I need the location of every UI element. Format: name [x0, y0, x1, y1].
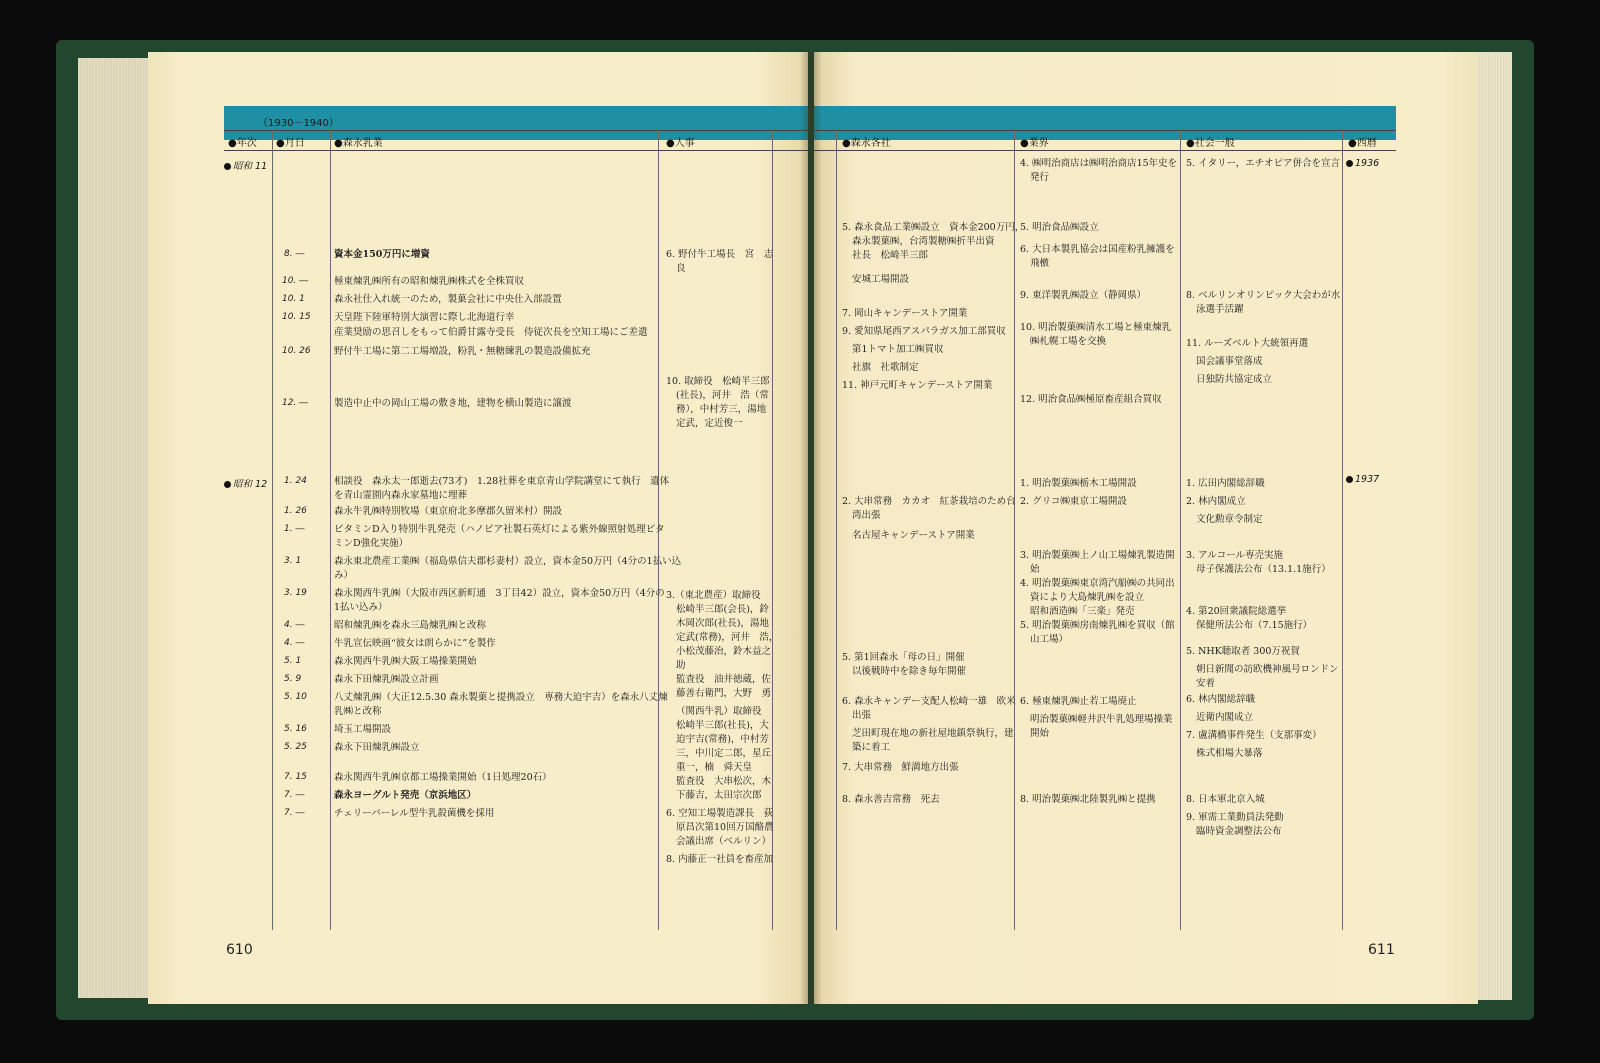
event-text: 1払い込み） — [334, 602, 388, 613]
industry-text: 4. ㈱明治商店は㈱明治商店15年史を — [1020, 158, 1178, 169]
personnel-text: 6. 空知工場製造課長 荻 — [666, 808, 774, 819]
group-text: 6. 森永キャンデー支配人松崎一雄 欧米 — [842, 696, 1016, 707]
right-page-stack — [1474, 52, 1512, 1000]
column-divider — [1342, 130, 1343, 930]
entry-date: 5. 10 — [284, 692, 307, 702]
group-text: 森永製菓㈱，台湾製糖㈱折半出資 — [852, 236, 995, 247]
society-text: 3. アルコール専売実施 — [1186, 550, 1284, 561]
event-text: 森永関西牛乳㈱大阪工場操業開始 — [334, 656, 477, 667]
industry-text: 5. 明治食品㈱設立 — [1020, 222, 1099, 233]
society-text: 文化勲章令制定 — [1196, 514, 1263, 525]
event-text: 極東煉乳㈱所有の昭和煉乳㈱株式を全株買収 — [334, 276, 525, 287]
header-morinaga: ●森永乳業 — [334, 138, 383, 149]
society-text: 朝日新聞の訪欧機神風号ロンドン — [1196, 664, 1339, 675]
personnel-text: 会議出席（ベルリン） — [676, 836, 772, 847]
personnel-text: (社長)，河井 浩（常 — [676, 390, 769, 401]
personnel-text: 監査役 大串松次，木 — [676, 776, 772, 787]
entry-date: 1. 26 — [284, 506, 307, 516]
column-divider — [1014, 130, 1015, 930]
event-text: 製造中止中の岡山工場の敷き地，建物を横山製造に譲渡 — [334, 398, 572, 409]
year-marker: 昭和 11 — [224, 158, 267, 172]
page-number: 610 — [226, 942, 253, 958]
group-text: 社長 松崎半三郎 — [852, 250, 929, 261]
event-text: 森永社仕入れ統一のため，製菓会社に中央仕入部設置 — [334, 294, 562, 305]
group-text: 以後戦時中を除き毎年開催 — [852, 666, 967, 677]
personnel-text: 小松茂藤治，鈴木益之 — [676, 646, 772, 657]
society-text: 株式相場大暴落 — [1196, 748, 1263, 759]
period-band — [224, 106, 808, 140]
personnel-text: 8. 内藤正一社員を畜産加 — [666, 854, 774, 865]
period-band-continuation — [814, 106, 1396, 140]
society-text: 近衛内閣成立 — [1196, 712, 1254, 723]
page-number: 611 — [1368, 942, 1395, 958]
entry-date: 7. 15 — [284, 772, 307, 782]
western-year-marker: 1937 — [1346, 474, 1379, 485]
personnel-text: 監査役 油井徳蔵，佐 — [676, 674, 772, 685]
event-text: み） — [334, 570, 354, 581]
personnel-text: 松崎半三郎(会長)，鈴 — [676, 604, 769, 615]
spine-gutter — [800, 52, 822, 1004]
society-text: 5. イタリー，エチオピア併合を宣言 — [1186, 158, 1341, 169]
society-text: 泳選手活躍 — [1196, 304, 1244, 315]
entry-date: 10. 1 — [282, 294, 305, 304]
event-text: 森永牛乳㈱特別牧場（東京府北多摩郡久留米村）開設 — [334, 506, 563, 517]
event-text: 森永ヨーグルト発売（京浜地区） — [334, 790, 477, 801]
industry-text: 発行 — [1030, 172, 1050, 183]
entry-date: 7. ― — [284, 790, 305, 800]
western-year-marker: 1936 — [1346, 158, 1379, 169]
industry-text: 6. 大日本製乳協会は国産粉乳擁護を — [1020, 244, 1175, 255]
personnel-text: （関西牛乳）取締役 — [676, 706, 762, 717]
society-text: 母子保護法公布（13.1.1施行） — [1196, 564, 1331, 575]
event-text: 野付牛工場に第二工場増設，粉乳・無糖練乳の製造設備拡充 — [334, 346, 591, 357]
entry-date: 4. ― — [284, 620, 305, 630]
event-text: 埼玉工場開設 — [334, 724, 392, 735]
entry-date: 1. 24 — [284, 476, 307, 486]
group-text: 11. 神戸元町キャンデーストア開業 — [842, 380, 993, 391]
event-text: チェリーバーレル型牛乳殺菌機を採用 — [334, 808, 495, 819]
entry-date: 1. ― — [284, 524, 305, 534]
industry-text: 3. 明治製菓㈱上ノ山工場煉乳製造開 — [1020, 550, 1175, 561]
society-text: 7. 盧溝橋事件発生（支那事変） — [1186, 730, 1322, 741]
personnel-text: 重一，楠 舜天皇 — [676, 762, 753, 773]
society-text: 9. 軍需工業動員法発動 — [1186, 812, 1284, 823]
industry-text: 明治製菓㈱軽井沢牛乳処理場操業 — [1030, 714, 1173, 725]
header-group-companies: ●森永各社 — [842, 138, 891, 149]
industry-text: 12. 明治食品㈱極原畜産組合買収 — [1020, 394, 1162, 405]
group-text: 9. 愛知県尾西アスパラガス加工部買収 — [842, 326, 1006, 337]
personnel-text: 定武(常務)，河井 浩， — [676, 632, 779, 643]
entry-date: 10. 26 — [282, 346, 311, 356]
entry-date: 7. ― — [284, 808, 305, 818]
event-text: ビタミンD入り特別牛乳発売（ハノビア社製石英灯による紫外線照射処理ビタ — [334, 524, 665, 535]
society-text: 8. ベルリンオリンピック大会わが水 — [1186, 290, 1341, 301]
event-text: を青山霊園内森永家墓地に埋葬 — [334, 490, 468, 501]
left-page — [148, 52, 808, 1004]
personnel-text: 下藤吉，太田宗次郎 — [676, 790, 762, 801]
group-text: 7. 大串常務 鮮満地方出張 — [842, 762, 959, 773]
personnel-text: 3.（東北農産）取締役 — [666, 590, 761, 601]
society-text: 1. 広田内閣総辞職 — [1186, 478, 1265, 489]
society-text: 5. NHK聴取者 300万祝賀 — [1186, 646, 1300, 657]
header-year: ●年次 — [228, 138, 257, 149]
left-page-stack — [78, 58, 152, 998]
industry-text: 1. 明治製菓㈱栃木工場開設 — [1020, 478, 1137, 489]
industry-text: 5. 明治製菓㈱房南煉乳㈱を買収（館 — [1020, 620, 1175, 631]
group-text: 7. 岡山キャンデーストア開業 — [842, 308, 968, 319]
entry-date: 4. ― — [284, 638, 305, 648]
group-text: 安城工場開設 — [852, 274, 910, 285]
society-text: 2. 林内閣成立 — [1186, 496, 1246, 507]
entry-date: 8. ― — [284, 249, 305, 259]
industry-text: 開始 — [1030, 728, 1050, 739]
personnel-text: 良 — [676, 263, 686, 274]
header-bottom-rule — [224, 150, 808, 151]
group-text: 築に着工 — [852, 742, 891, 753]
industry-text: 飛檄 — [1030, 258, 1050, 269]
header-bottom-rule — [814, 150, 1396, 151]
society-text: 国会議事堂落成 — [1196, 356, 1263, 367]
column-divider — [836, 130, 837, 930]
industry-text: 9. 東洋製乳㈱設立（静岡県） — [1020, 290, 1147, 301]
event-text: 八丈煉乳㈱（大正12.5.30 森永製菓と提携設立 専務大迫宇吉）を森永八丈煉 — [334, 692, 668, 703]
personnel-text: 10. 取締役 松崎半三郎 — [666, 376, 770, 387]
personnel-text: 松崎半三郎(社長)，大 — [676, 720, 769, 731]
entry-date: 5. 25 — [284, 742, 307, 752]
society-text: 11. ルーズベルト大統領再選 — [1186, 338, 1309, 349]
event-text: 資本金150万円に増資 — [334, 249, 430, 260]
column-divider — [1180, 130, 1181, 930]
society-text: 保健所法公布（7.15施行） — [1196, 620, 1313, 631]
entry-date: 3. 19 — [284, 588, 307, 598]
entry-date: 12. ― — [282, 398, 309, 408]
event-text: 乳㈱と改称 — [334, 706, 382, 717]
group-text: 第1トマト加工㈱買収 — [852, 344, 944, 355]
column-divider — [330, 130, 331, 930]
group-text: 社旗 社歌制定 — [852, 362, 919, 373]
industry-text: 昭和酒造㈱「三楽」発売 — [1030, 606, 1135, 617]
entry-date: 5. 1 — [284, 656, 302, 666]
event-text: 森永東北農産工業㈱（福島県信夫郡杉妻村）設立，資本金50万円（4分の1払い込 — [334, 556, 682, 567]
society-text: 安着 — [1196, 678, 1216, 689]
personnel-text: 助 — [676, 660, 686, 671]
event-text: 森永関西牛乳㈱（大阪市西区新町通 3丁目42）設立，資本金50万円（4分の — [334, 588, 665, 599]
personnel-text: 迫宇吉(常務)，中村芳 — [676, 734, 769, 745]
header-personnel: ●人事 — [666, 138, 695, 149]
industry-text: 4. 明治製菓㈱東京湾汽船㈱の共同出 — [1020, 578, 1175, 589]
group-text: 名古屋キャンデーストア開業 — [852, 530, 975, 541]
personnel-text: 木岡次郎(社長)，湯地 — [676, 618, 769, 629]
society-text: 6. 林内閣総辞職 — [1186, 694, 1256, 705]
group-text: 湾出張 — [852, 510, 881, 521]
industry-text: 10. 明治製菓㈱清水工場と極東煉乳 — [1020, 322, 1172, 333]
society-text: 8. 日本軍北京入城 — [1186, 794, 1265, 805]
entry-date: 3. 1 — [284, 556, 302, 566]
right-page — [814, 52, 1478, 1004]
event-text: 昭和煉乳㈱を森永三島煉乳㈱と改称 — [334, 620, 487, 631]
event-text: 森永下田煉乳㈱設立 — [334, 742, 420, 753]
group-text: 芝田町現在地の新社屋地鎮祭執行，建 — [852, 728, 1014, 739]
industry-text: 始 — [1030, 564, 1040, 575]
industry-text: 資により大島煉乳㈱を設立 — [1030, 592, 1145, 603]
event-text: 牛乳宣伝映画“彼女は朗らかに”を製作 — [334, 638, 496, 649]
society-text: 臨時資金調整法公布 — [1196, 826, 1282, 837]
entry-date: 10. 15 — [282, 312, 311, 322]
event-text: 森永下田煉乳㈱設立計画 — [334, 674, 439, 685]
event-text: 天皇陛下陸軍特別大演習に際し北海道行幸 — [334, 312, 515, 323]
industry-text: ㈱札幌工場を交換 — [1030, 336, 1107, 347]
industry-text: 6. 極東煉乳㈱止若工場廃止 — [1020, 696, 1137, 707]
event-text: 森永関西牛乳㈱京都工場操業開始（1日処理20石） — [334, 772, 552, 783]
society-text: 4. 第20回衆議院総選挙 — [1186, 606, 1287, 617]
personnel-text: 三，中川定二郎，星丘 — [676, 748, 772, 759]
event-text: 相談役 森永太一郎逝去(73才) 1.28社葬を東京青山学院講堂にて執行 遺体 — [334, 476, 670, 487]
personnel-text: 務），中村芳三，湯地 — [676, 404, 767, 415]
year-marker: 昭和 12 — [224, 476, 267, 490]
entry-date: 5. 16 — [284, 724, 307, 734]
group-text: 2. 大串常務 カカオ 紅茶栽培のため台 — [842, 496, 1016, 507]
header-top-rule — [224, 130, 808, 131]
industry-text: 8. 明治製菓㈱北陸製乳㈱と提携 — [1020, 794, 1156, 805]
entry-date: 5. 9 — [284, 674, 302, 684]
header-western-year: ●西暦 — [1348, 138, 1377, 149]
period-range: （1930－1940） — [258, 118, 339, 129]
group-text: 5. 森永食品工業㈱設立 資本金200万円， — [842, 222, 1025, 233]
column-divider — [272, 130, 273, 930]
personnel-text: 原昌次第10回万国酪農 — [676, 822, 774, 833]
industry-text: 2. グリコ㈱東京工場開設 — [1020, 496, 1127, 507]
personnel-text: 藤善右衛門，大野 勇 — [676, 688, 772, 699]
group-text: 5. 第1回森永「母の日」開催 — [842, 652, 965, 663]
event-text: ミンD強化実施） — [334, 538, 409, 549]
society-text: 日独防共協定成立 — [1196, 374, 1273, 385]
header-date: ●月日 — [276, 138, 305, 149]
header-industry: ●業界 — [1020, 138, 1049, 149]
industry-text: 山工場） — [1030, 634, 1069, 645]
group-text: 8. 森永善吉常務 死去 — [842, 794, 940, 805]
personnel-text: 定武，定近俊一 — [676, 418, 743, 429]
group-text: 出張 — [852, 710, 872, 721]
header-top-rule — [814, 130, 1396, 131]
event-text: 産業奨励の思召しをもって伯爵甘露寺受長 侍従次長を空知工場にご差遣 — [334, 327, 648, 338]
header-society: ●社会一般 — [1186, 138, 1235, 149]
entry-date: 10. ― — [282, 276, 309, 286]
personnel-text: 6. 野付牛工場長 宮 志 — [666, 249, 774, 260]
